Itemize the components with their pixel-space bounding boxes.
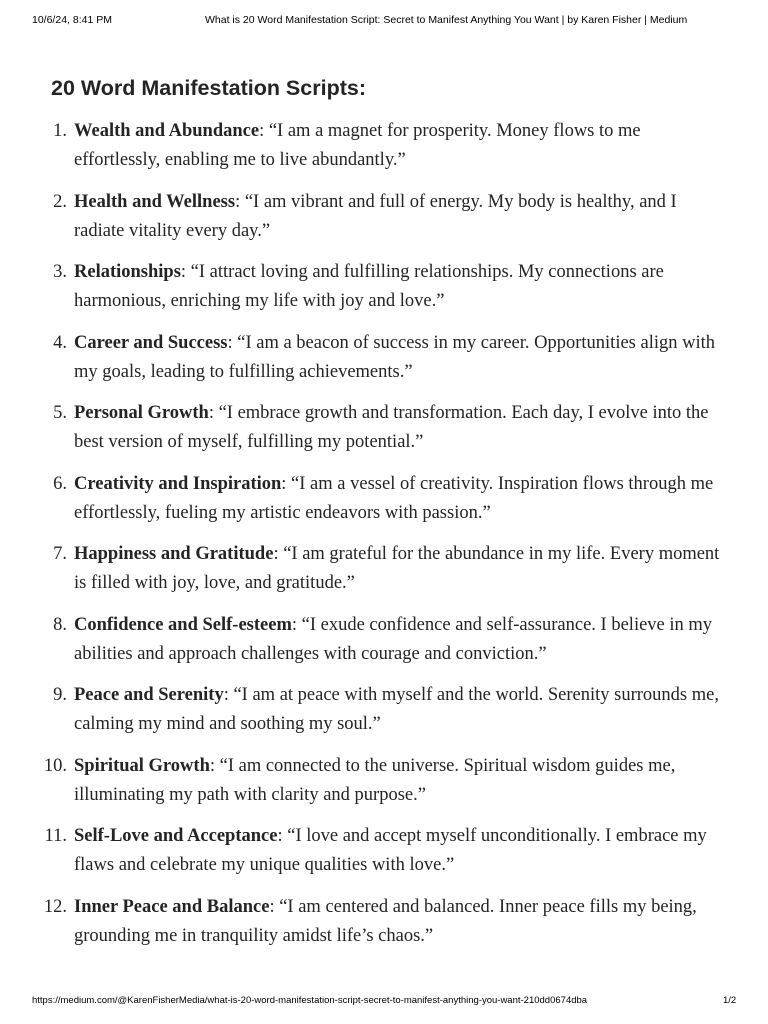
item-number: 10.	[43, 755, 67, 776]
script-item	[0, 681, 768, 739]
item-text: : “I exude confidence and self-assurance. I believe in my abilities and approach challenges with courage and conviction.”	[74, 614, 713, 664]
item-number: 8.	[53, 614, 67, 635]
item-title: Health and Wellness	[74, 191, 236, 212]
script-item	[0, 752, 768, 810]
item-number: 12.	[43, 896, 67, 917]
print-page-title: What is 20 Word Manifestation Script: Secret to Manifest Anything You Want | by Karen Fisher | Medium	[205, 14, 688, 26]
item-text: : “I embrace growth and transformation. Each day, I evolve into the best version of myself, fulfilling my potential.”	[74, 403, 709, 452]
print-footer	[0, 995, 768, 1009]
script-item	[0, 399, 768, 457]
item-title: Career and Success	[74, 332, 228, 353]
script-item	[0, 822, 768, 880]
page-indicator: 1/2	[723, 995, 737, 1006]
item-number: 4.	[53, 332, 67, 353]
script-item	[0, 470, 768, 528]
item-number: 5.	[53, 403, 67, 423]
item-number: 2.	[53, 191, 67, 212]
item-title: Wealth and Abundance	[74, 121, 260, 141]
script-item	[0, 540, 768, 598]
item-text: : “I am a vessel of creativity. Inspiration flows through me effortlessly, fueling my artistic endeavors with passion.”	[74, 473, 714, 523]
item-title: Self-Love and Acceptance	[74, 826, 278, 846]
item-text: : “I am centered and balanced. Inner peace fills my being, grounding me in tranquility amidst life’s chaos.”	[74, 896, 697, 946]
item-title: Spiritual Growth	[74, 755, 210, 776]
item-number: 3.	[53, 262, 67, 282]
item-number: 7.	[53, 544, 67, 564]
item-title: Peace and Serenity	[74, 685, 224, 705]
item-text: : “I am vibrant and full of energy. My body is healthy, and I radiate vitality every day.”	[74, 191, 677, 241]
item-number: 1.	[53, 121, 67, 141]
item-number: 11.	[44, 826, 67, 846]
script-item	[0, 117, 768, 175]
script-item	[0, 611, 768, 669]
item-text: : “I am at peace with myself and the world. Serenity surrounds me, calming my mind and soothing my soul.”	[74, 685, 719, 734]
section-heading: 20 Word Manifestation Scripts:	[51, 76, 366, 100]
script-item	[0, 188, 768, 246]
item-title: Confidence and Self-esteem	[74, 614, 292, 635]
script-item	[0, 893, 768, 951]
item-text: : “I am connected to the universe. Spiritual wisdom guides me, illuminating my path with clarity and purpose.”	[74, 755, 676, 805]
item-title: Personal Growth	[74, 403, 209, 423]
item-text: : “I love and accept myself unconditionally. I embrace my flaws and celebrate my unique qualities with love.”	[74, 826, 707, 875]
print-url: https://medium.com/@KarenFisherMedia/what-is-20-word-manifestation-script-secret-to-manifest-anything-you-want-210dd0674dba	[32, 995, 588, 1006]
item-title: Relationships	[74, 262, 181, 282]
script-item	[0, 258, 768, 316]
item-title: Happiness and Gratitude	[74, 544, 274, 564]
print-header	[0, 14, 768, 30]
item-text: : “I attract loving and fulfilling relationships. My connections are harmonious, enriching my life with joy and love.”	[74, 262, 664, 311]
manifestation-script-list	[0, 117, 768, 963]
item-title: Inner Peace and Balance	[74, 896, 270, 917]
item-text: : “I am a beacon of success in my career. Opportunities align with my goals, leading to fulfilling achievements.”	[74, 332, 716, 382]
print-date: 10/6/24, 8:41 PM	[32, 14, 112, 26]
script-item	[0, 329, 768, 387]
item-title: Creativity and Inspiration	[74, 473, 282, 494]
item-number: 6.	[53, 473, 67, 494]
item-number: 9.	[53, 685, 67, 705]
item-text: : “I am grateful for the abundance in my life. Every moment is filled with joy, love, and gratitude.”	[74, 544, 720, 593]
item-text: : “I am a magnet for prosperity. Money flows to me effortlessly, enabling me to live abundantly.”	[74, 121, 641, 170]
